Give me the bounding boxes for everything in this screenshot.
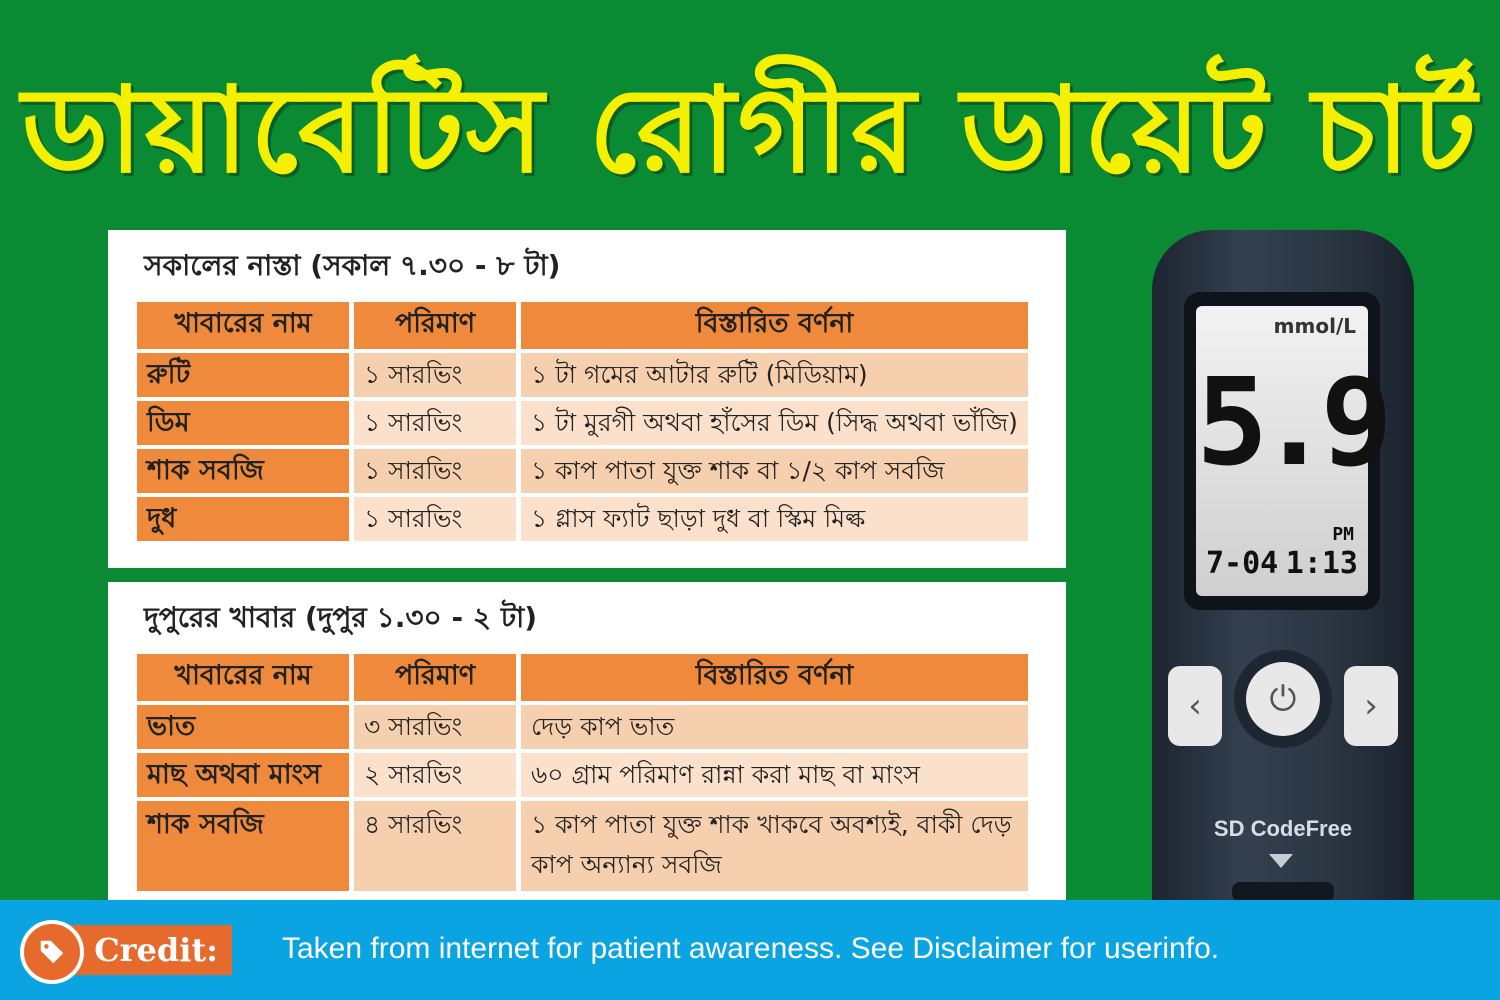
food-quantity: ২ সারভিং bbox=[354, 753, 516, 797]
glucose-meter bbox=[1152, 230, 1414, 930]
food-description: ১ কাপ পাতা যুক্ত শাক বা ১/২ কাপ সবজি bbox=[521, 449, 1028, 493]
chevron-left-icon: ‹ bbox=[1168, 666, 1222, 746]
table-row bbox=[137, 449, 1028, 493]
food-quantity: ১ সারভিং bbox=[354, 449, 516, 493]
credit-label: Credit: bbox=[70, 925, 232, 975]
meter-date: 7-04 bbox=[1206, 546, 1279, 581]
triangle-down-icon bbox=[1269, 854, 1293, 868]
food-description: ১ কাপ পাতা যুক্ত শাক খাকবে অবশ্যই, বাকী দেড় কাপ অন্যান্য সবজি bbox=[521, 801, 1028, 891]
column-header-description: বিস্তারিত বর্ণনা bbox=[521, 654, 1028, 701]
meter-screen bbox=[1196, 306, 1383, 596]
food-name: রুটি bbox=[137, 353, 349, 397]
column-header-quantity: পরিমাণ bbox=[354, 654, 516, 701]
chevron-right-icon: › bbox=[1344, 666, 1398, 746]
page-title: ডায়াবেটিস রোগীর ডায়েট চার্ট bbox=[21, 61, 1479, 199]
meter-time: 1:13 bbox=[1285, 546, 1358, 581]
breakfast-table bbox=[132, 298, 1033, 545]
food-name: দুধ bbox=[137, 497, 349, 541]
table-row bbox=[137, 753, 1028, 797]
lunch-table bbox=[132, 650, 1033, 895]
food-quantity: ১ সারভিং bbox=[354, 401, 516, 445]
tag-icon-glyph bbox=[37, 937, 67, 967]
food-name: ভাত bbox=[137, 705, 349, 749]
food-quantity: ১ সারভিং bbox=[354, 353, 516, 397]
food-name: ডিম bbox=[137, 401, 349, 445]
table-row bbox=[137, 353, 1028, 397]
food-quantity: ৪ সারভিং bbox=[354, 801, 516, 891]
strip-slot bbox=[1232, 882, 1334, 902]
lunch-heading: দুপুরের খাবার (দুপুর ১.৩০ - ২ টা) bbox=[144, 601, 538, 634]
credit-text: Taken from internet for patient awareness. See Disclaimer for userinfo. bbox=[282, 932, 1220, 965]
food-description: ৬০ গ্রাম পরিমাণ রান্না করা মাছ বা মাংস bbox=[521, 753, 1028, 797]
lunch-card bbox=[108, 582, 1066, 900]
food-quantity: ৩ সারভিং bbox=[354, 705, 516, 749]
table-row bbox=[137, 401, 1028, 445]
food-description: দেড় কাপ ভাত bbox=[521, 705, 1028, 749]
column-header-name: খাবারের নাম bbox=[137, 654, 349, 701]
food-description: ১ গ্লাস ফ্যাট ছাড়া দুধ বা স্কিম মিল্ক bbox=[521, 497, 1028, 541]
meter-unit: mmol/L bbox=[1273, 314, 1356, 338]
column-header-description: বিস্তারিত বর্ণনা bbox=[521, 302, 1028, 349]
breakfast-card bbox=[108, 230, 1066, 568]
meter-brand: SD CodeFree bbox=[1213, 816, 1353, 841]
table-row bbox=[137, 497, 1028, 541]
food-quantity: ১ সারভিং bbox=[354, 497, 516, 541]
table-header-row bbox=[137, 654, 1028, 701]
food-description: ১ টা গমের আটার রুটি (মিডিয়াম) bbox=[521, 353, 1028, 397]
meter-reading: 5.9 bbox=[1196, 354, 1383, 493]
table-row bbox=[137, 705, 1028, 749]
power-icon: ⏻ bbox=[1246, 662, 1320, 736]
breakfast-heading: সকালের নাস্তা (সকাল ৭.৩০ - ৮ টা) bbox=[144, 249, 561, 282]
meter-power-button bbox=[1234, 650, 1332, 748]
food-name: শাক সবজি bbox=[137, 801, 349, 891]
meter-ampm: PM bbox=[1332, 524, 1354, 545]
food-description: ১ টা মুরগী অথবা হাঁসের ডিম (সিদ্ধ অথবা ভাঁজি) bbox=[521, 401, 1028, 445]
column-header-quantity: পরিমাণ bbox=[354, 302, 516, 349]
food-name: মাছ অথবা মাংস bbox=[137, 753, 349, 797]
table-header-row bbox=[137, 302, 1028, 349]
column-header-name: খাবারের নাম bbox=[137, 302, 349, 349]
tag-icon bbox=[20, 920, 84, 984]
table-row bbox=[137, 801, 1028, 891]
food-name: শাক সবজি bbox=[137, 449, 349, 493]
